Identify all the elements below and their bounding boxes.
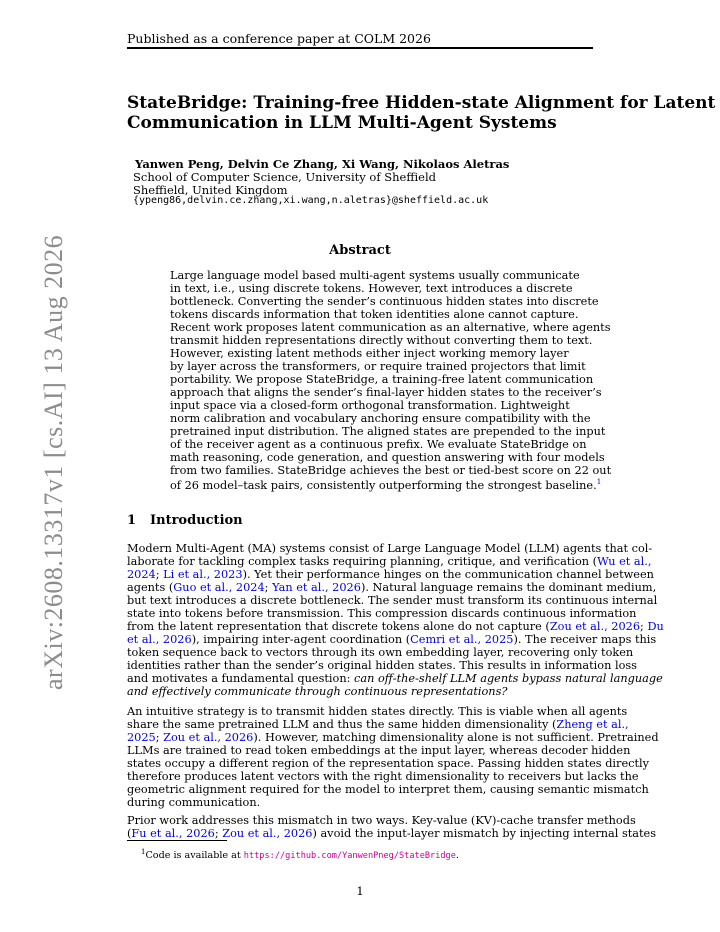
affiliation-line: School of Computer Science, University of Sheffield	[133, 170, 437, 184]
text-run: ;	[214, 827, 223, 840]
header-rule	[127, 47, 593, 49]
text-run: ). However, matching dimensionality alone is not sufficient. Pretrained	[253, 731, 659, 744]
section-number: 1	[127, 513, 137, 528]
text-run: ). Yet their performance hinges on the communication channel between	[242, 568, 654, 581]
abstract-line: pretrained input distribution. The aligned states are prepended to the input	[170, 425, 606, 438]
running-header: Published as a conference paper at COLM 2026	[127, 31, 431, 46]
citation-link[interactable]: Zheng et al.,	[556, 718, 629, 731]
abstract-line: bottleneck. Converting the sender’s continuous hidden states into discrete	[170, 295, 599, 308]
affiliation-line: Sheffield, United Kingdom	[133, 183, 288, 197]
text-run: ;	[155, 568, 164, 581]
abstract-heading: Abstract	[329, 243, 391, 258]
body-line: state into tokens before transmission. This compression discards continuous information	[127, 607, 637, 620]
footnote-end: .	[455, 850, 459, 862]
citation-link[interactable]: Guo et al., 2024	[173, 581, 265, 594]
abstract-text: of 26 model–task pairs, consistently outperforming the strongest baseline.	[170, 478, 597, 492]
author-email[interactable]: {ypeng86,delvin.ce.zhang,xi.wang,n.aletras}@sheffield.ac.uk	[133, 195, 489, 206]
abstract-line: of the receiver agent as a continuous prefix. We evaluate StateBridge on	[170, 438, 587, 451]
text-run: ;	[155, 731, 164, 744]
body-line	[127, 568, 654, 581]
body-line: An intuitive strategy is to transmit hidden states directly. This is viable when all agents	[127, 705, 628, 718]
body-line	[127, 827, 657, 840]
abstract-line: approach that aligns the sender’s final-layer hidden states to the receiver’s	[170, 386, 602, 399]
citation-link[interactable]: Zou et al., 2026	[549, 620, 641, 633]
body-line: therefore produces latent vectors with the right dimensionality to receivers but lacks the	[127, 770, 639, 783]
citation-link[interactable]: Du	[647, 620, 664, 633]
footnote	[141, 848, 459, 861]
footnote-text: Code is available at	[145, 850, 244, 862]
text-run: (	[127, 827, 132, 840]
title-line: Communication in LLM Multi-Agent Systems	[127, 113, 557, 133]
citation-link[interactable]: et al., 2026	[127, 633, 192, 646]
citation-link[interactable]: 2024	[127, 568, 156, 581]
abstract-line: Large language model based multi-agent systems usually communicate	[170, 269, 580, 282]
section-title: Introduction	[150, 513, 243, 528]
footnote-rule	[127, 840, 227, 841]
abstract-line: math reasoning, code generation, and question answering with four models	[170, 451, 605, 464]
arxiv-identifier-stamp: arXiv:2608.13317v1 [cs.AI] 13 Aug 2026	[39, 234, 68, 690]
page-number: 1	[356, 884, 364, 898]
author-list: Yanwen Peng, Delvin Ce Zhang, Xi Wang, Nikolaos Aletras	[135, 157, 510, 171]
abstract-line: in text, i.e., using discrete tokens. However, text introduces a discrete	[170, 282, 573, 295]
section-heading	[127, 513, 243, 528]
body-line	[127, 633, 657, 646]
abstract-line: tokens discards information that token identities alone cannot capture.	[170, 308, 579, 321]
research-question: can off-the-shelf LLM agents bypass natural language	[354, 672, 663, 685]
text-run: and motivates a fundamental question:	[127, 672, 355, 685]
citation-link[interactable]: Zou et al., 2026	[163, 731, 254, 744]
text-run: ;	[264, 581, 273, 594]
text-run: agents (	[127, 581, 174, 594]
citation-link[interactable]: Yan et al., 2026	[272, 581, 361, 594]
text-run: ) avoid the input-layer mismatch by injecting internal states	[312, 827, 657, 840]
abstract-line: input space via a closed-form orthogonal transformation. Lightweight	[170, 399, 570, 412]
body-line	[127, 718, 629, 731]
footnote-marker[interactable]: 1	[596, 477, 602, 486]
body-line: token sequence back to vectors through its own embedding layer, recovering only token	[127, 646, 634, 659]
body-line	[127, 555, 652, 568]
citation-link[interactable]: Cemri et al., 2025	[410, 633, 514, 646]
abstract-line: by layer across the transformers, or require trained projectors that limit	[170, 360, 586, 373]
code-url-link[interactable]: https://github.com/YanwenPneg/StateBridge	[243, 851, 456, 862]
title-line: StateBridge: Training-free Hidden-state Alignment for Latent	[127, 93, 716, 113]
abstract-line: from two families. StateBridge achieves the best or tied-best score on 22 out	[170, 464, 612, 477]
footnote-number: 1	[141, 848, 146, 856]
body-line	[127, 685, 595, 698]
body-line: during communication.	[127, 796, 261, 809]
text-run: ), impairing inter-agent coordination (	[191, 633, 411, 646]
body-line: Prior work addresses this mismatch in two ways. Key-value (KV)-cache transfer methods	[127, 814, 636, 827]
body-line: but text introduces a discrete bottleneck. The sender must transform its continuous internal	[127, 594, 658, 607]
abstract-line: norm calibration and vocabulary anchoring ensure compatibility with the	[170, 412, 591, 425]
abstract-line: Recent work proposes latent communication as an alternative, where agents	[170, 321, 611, 334]
abstract-line-last	[170, 477, 602, 492]
text-run: ). The receiver maps this	[513, 633, 657, 646]
citation-link[interactable]: 2025	[127, 731, 156, 744]
body-line	[127, 581, 657, 594]
text-run: ). Natural language remains the dominant medium,	[360, 581, 657, 594]
body-line	[127, 620, 664, 633]
text-run: ;	[640, 620, 648, 633]
text-run: laborate for tackling complex tasks requiring planning, critique, and verification (	[127, 555, 598, 568]
citation-link[interactable]: Zou et al., 2026	[222, 827, 313, 840]
citation-link[interactable]: Li et al., 2023	[163, 568, 243, 581]
body-line: geometric alignment required for the model to interpret them, causing semantic mismatch	[127, 783, 649, 796]
body-line: states occupy a different region of the representation space. Passing hidden states directly	[127, 757, 649, 770]
body-line: identities rather than the sender’s original hidden states. This results in information loss	[127, 659, 637, 672]
research-question: and effectively communicate through continuous representations?	[127, 685, 508, 698]
citation-link[interactable]: Wu et al.,	[597, 555, 652, 568]
paper-title	[127, 93, 716, 133]
text-run: from the latent representation that discrete tokens alone do not capture (	[127, 620, 550, 633]
body-line: LLMs are trained to read token embeddings at the input layer, whereas decoder hidden	[127, 744, 631, 757]
abstract-line: portability. We propose StateBridge, a training-free latent communication	[170, 373, 594, 386]
text-run: share the same pretrained LLM and thus the same hidden dimensionality (	[127, 718, 557, 731]
abstract-line: transmit hidden representations directly without converting them to text.	[170, 334, 593, 347]
abstract-line: However, existing latent methods either inject working memory layer	[170, 347, 569, 360]
citation-link[interactable]: Fu et al., 2026	[131, 827, 215, 840]
body-line	[127, 731, 659, 744]
body-line: Modern Multi-Agent (MA) systems consist of Large Language Model (LLM) agents that col-	[127, 542, 653, 555]
body-line	[127, 672, 663, 685]
